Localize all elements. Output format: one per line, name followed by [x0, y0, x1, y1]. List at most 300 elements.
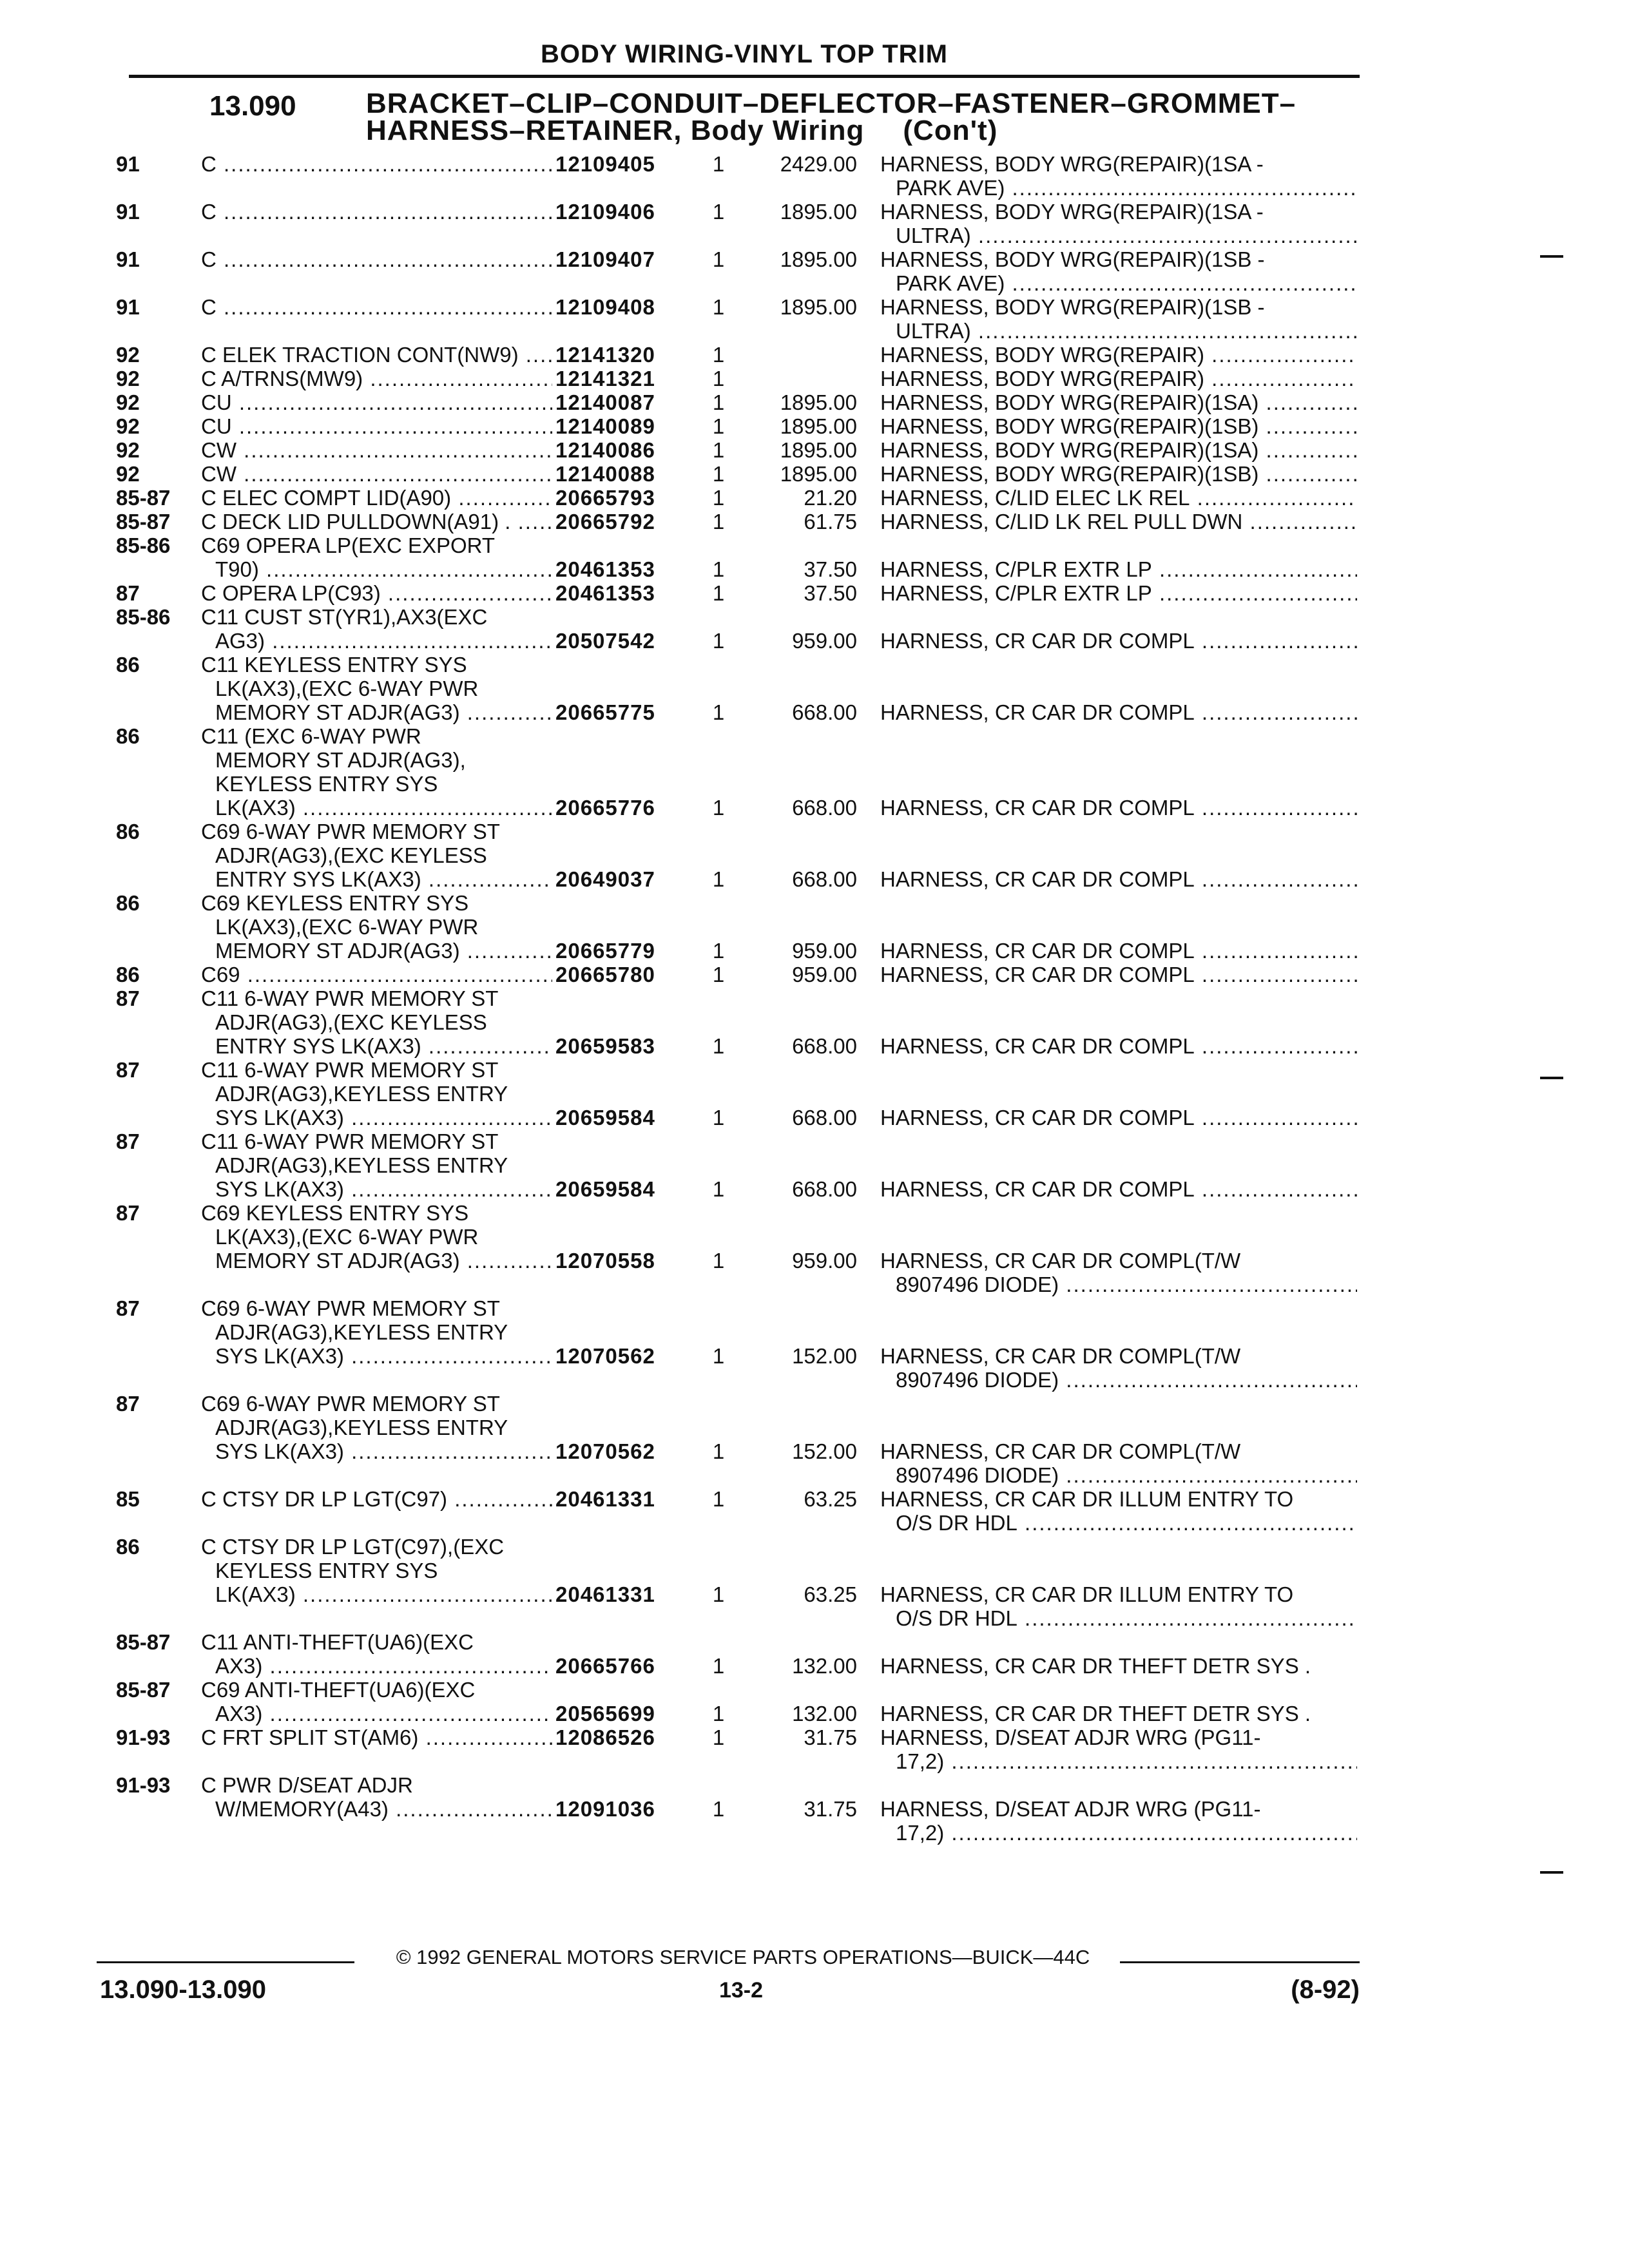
part-number: 12109408: [555, 295, 655, 319]
part-description: [880, 295, 1357, 343]
part-description-line: HARNESS, D/SEAT ADJR WRG (PG11-: [880, 1725, 1261, 1749]
model-usage: [201, 653, 552, 724]
margin-mark: [1540, 255, 1563, 258]
model-usage-line: MEMORY ST ADJR(AG3),: [215, 748, 466, 772]
part-description-line: HARNESS, BODY WRG(REPAIR)(1SA -: [880, 200, 1264, 224]
model-usage-line: C A/TRNS(MW9) .....: [201, 367, 552, 390]
price: 959.00: [792, 939, 857, 963]
model-year: 92: [116, 414, 140, 438]
part-description-line: HARNESS, CR CAR DR ILLUM ENTRY TO: [880, 1487, 1294, 1511]
price: 1895.00: [780, 200, 857, 224]
model-year: 86: [116, 891, 140, 915]
part-number: 20461331: [555, 1487, 655, 1511]
model-usage-line: C11 6-WAY PWR MEMORY ST: [201, 986, 499, 1010]
model-usage-line: SYS LK(AX3) .....: [201, 1177, 552, 1201]
part-description-line: HARNESS, CR CAR DR COMPL .....: [880, 700, 1357, 724]
model-usage-line: C CTSY DR LP LGT(C97),(EXC: [201, 1535, 505, 1559]
model-usage: [201, 1201, 552, 1273]
quantity: 1: [712, 700, 725, 724]
price: 31.75: [804, 1797, 857, 1821]
model-usage: [201, 295, 552, 319]
price: 1895.00: [780, 438, 857, 462]
part-description-line: ULTRA) .....: [880, 319, 1357, 343]
part-description: [880, 629, 1357, 653]
model-year: 91: [116, 152, 140, 176]
model-usage: [201, 438, 552, 462]
margin-mark: [1540, 1871, 1563, 1874]
part-description: [880, 200, 1357, 247]
part-description: [880, 1177, 1357, 1201]
part-number: 20461353: [555, 581, 655, 605]
price: 152.00: [792, 1344, 857, 1368]
part-description-line: HARNESS, CR CAR DR ILLUM ENTRY TO: [880, 1582, 1294, 1606]
part-description-line: HARNESS, C/LID LK REL PULL DWN .....: [880, 510, 1357, 533]
footer-date: (8-92): [1291, 1975, 1360, 2004]
part-number: 12109407: [555, 247, 655, 271]
model-usage-line: LK(AX3),(EXC 6-WAY PWR: [215, 1225, 479, 1249]
quantity: 1: [712, 1106, 725, 1129]
footer-page-number: 13-2: [718, 1978, 764, 2003]
model-usage-line: C .....: [201, 152, 552, 176]
model-usage-line: C .....: [201, 295, 552, 319]
price: 37.50: [804, 557, 857, 581]
part-number: 12086526: [555, 1725, 655, 1749]
part-description: [880, 510, 1357, 533]
header-rule: [129, 75, 1360, 78]
price: 2429.00: [780, 152, 857, 176]
part-description: [880, 390, 1357, 414]
part-description-line: HARNESS, BODY WRG(REPAIR)(1SB) .....: [880, 414, 1357, 438]
part-number: 12091036: [555, 1797, 655, 1821]
part-number: 20565699: [555, 1702, 655, 1725]
part-number: 20665776: [555, 796, 655, 820]
part-number: 20665780: [555, 963, 655, 986]
part-number: 12140087: [555, 390, 655, 414]
model-usage-line: C69 6-WAY PWR MEMORY ST: [201, 1296, 500, 1320]
model-year: 91: [116, 247, 140, 271]
part-description-line: HARNESS, C/PLR EXTR LP .....: [880, 557, 1357, 581]
quantity: 1: [712, 1582, 725, 1606]
model-year: 91: [116, 295, 140, 319]
model-usage-line: CW .....: [201, 462, 552, 486]
model-year: 92: [116, 367, 140, 390]
model-usage-line: C69 KEYLESS ENTRY SYS: [201, 1201, 469, 1225]
part-number: 20461353: [555, 557, 655, 581]
model-usage-line: ADJR(AG3),KEYLESS ENTRY: [215, 1082, 508, 1106]
part-number: 12140088: [555, 462, 655, 486]
model-usage: [201, 462, 552, 486]
model-usage: [201, 414, 552, 438]
model-usage-line: C11 ANTI-THEFT(UA6)(EXC: [201, 1630, 474, 1654]
model-usage-line: C11 6-WAY PWR MEMORY ST: [201, 1129, 499, 1153]
part-description: [880, 414, 1357, 438]
model-usage-line: LK(AX3),(EXC 6-WAY PWR: [215, 915, 479, 939]
part-description-line: HARNESS, CR CAR DR COMPL .....: [880, 1106, 1357, 1129]
model-usage-line: LK(AX3),(EXC 6-WAY PWR: [215, 677, 479, 700]
model-usage-line: ADJR(AG3),(EXC KEYLESS: [215, 843, 487, 867]
section-title-line1: BRACKET–CLIP–CONDUIT–DEFLECTOR–FASTENER–GROMMET–: [366, 88, 1296, 119]
part-description-line: PARK AVE) .....: [880, 271, 1357, 295]
price: 1895.00: [780, 295, 857, 319]
part-description-line: HARNESS, BODY WRG(REPAIR) .....: [880, 367, 1357, 390]
quantity: 1: [712, 1725, 725, 1749]
quantity: 1: [712, 295, 725, 319]
model-usage-line: CU .....: [201, 414, 552, 438]
model-usage-line: ADJR(AG3),KEYLESS ENTRY: [215, 1320, 508, 1344]
part-description-line: O/S DR HDL .....: [880, 1606, 1357, 1630]
footer-copyright: © 1992 GENERAL MOTORS SERVICE PARTS OPERATIONS—BUICK—44C: [396, 1946, 1090, 1968]
price: 668.00: [792, 1177, 857, 1201]
model-usage: [201, 152, 552, 176]
model-usage-line: C DECK LID PULLDOWN(A91) . .....: [201, 510, 552, 533]
model-year: 86: [116, 653, 140, 677]
footer-rule-left: [97, 1961, 354, 1963]
part-number: 12141320: [555, 343, 655, 367]
model-usage-line: ADJR(AG3),KEYLESS ENTRY: [215, 1416, 508, 1439]
model-year: 86: [116, 963, 140, 986]
part-description: [880, 1439, 1357, 1487]
model-usage-line: LK(AX3) .....: [201, 796, 552, 820]
model-usage: [201, 1296, 552, 1368]
model-usage-line: KEYLESS ENTRY SYS: [215, 1559, 438, 1582]
quantity: 1: [712, 963, 725, 986]
part-number: 20659584: [555, 1177, 655, 1201]
part-number: 20649037: [555, 867, 655, 891]
model-year: 85-87: [116, 1678, 171, 1702]
model-usage-line: AX3) .....: [201, 1654, 552, 1678]
model-usage-line: C11 KEYLESS ENTRY SYS: [201, 653, 467, 677]
model-usage-line: C69 6-WAY PWR MEMORY ST: [201, 1392, 500, 1416]
price: 668.00: [792, 1106, 857, 1129]
model-year: 85-86: [116, 533, 171, 557]
part-description: [880, 963, 1357, 986]
model-usage: [201, 1630, 552, 1678]
part-description-line: PARK AVE) .....: [880, 176, 1357, 200]
price: 31.75: [804, 1725, 857, 1749]
part-description: [880, 1702, 1357, 1725]
page-header: BODY WIRING-VINYL TOP TRIM: [541, 40, 948, 68]
model-year: 92: [116, 462, 140, 486]
model-usage: [201, 1487, 552, 1511]
quantity: 1: [712, 486, 725, 510]
model-usage: [201, 486, 552, 510]
part-description-line: 8907496 DIODE) .....: [880, 1368, 1357, 1392]
quantity: 1: [712, 343, 725, 367]
part-description-line: HARNESS, BODY WRG(REPAIR)(1SB -: [880, 247, 1265, 271]
model-usage-line: ADJR(AG3),KEYLESS ENTRY: [215, 1153, 508, 1177]
part-description: [880, 152, 1357, 200]
section-title-line2: HARNESS–RETAINER, Body Wiring: [366, 115, 865, 146]
model-usage-line: C FRT SPLIT ST(AM6) .....: [201, 1725, 552, 1749]
quantity: 1: [712, 1702, 725, 1725]
footer-range: 13.090-13.090: [100, 1975, 267, 2004]
part-number: 20665775: [555, 700, 655, 724]
price: 959.00: [792, 963, 857, 986]
model-usage: [201, 891, 552, 963]
model-usage-line: CU .....: [201, 390, 552, 414]
part-description: [880, 796, 1357, 820]
price: 37.50: [804, 581, 857, 605]
part-description: [880, 1797, 1357, 1845]
price: 132.00: [792, 1654, 857, 1678]
model-usage: [201, 820, 552, 891]
model-year: 87: [116, 1058, 140, 1082]
model-usage: [201, 1535, 552, 1606]
price: 668.00: [792, 700, 857, 724]
model-usage: [201, 533, 552, 581]
part-description: [880, 700, 1357, 724]
quantity: 1: [712, 367, 725, 390]
part-description-line: HARNESS, BODY WRG(REPAIR)(1SA -: [880, 152, 1264, 176]
part-number: 20461331: [555, 1582, 655, 1606]
model-year: 92: [116, 343, 140, 367]
part-number: 20665766: [555, 1654, 655, 1678]
part-number: 12070562: [555, 1439, 655, 1463]
part-number: 20665792: [555, 510, 655, 533]
model-year: 87: [116, 1129, 140, 1153]
part-number: 20659583: [555, 1034, 655, 1058]
model-usage-line: C69 ANTI-THEFT(UA6)(EXC: [201, 1678, 476, 1702]
model-year: 91-93: [116, 1725, 171, 1749]
model-usage: [201, 581, 552, 605]
part-description-line: HARNESS, CR CAR DR THEFT DETR SYS .: [880, 1654, 1311, 1678]
model-usage: [201, 986, 552, 1058]
part-description: [880, 247, 1357, 295]
part-description-line: HARNESS, BODY WRG(REPAIR)(1SB -: [880, 295, 1265, 319]
part-description-line: HARNESS, CR CAR DR COMPL .....: [880, 963, 1357, 986]
part-description-line: HARNESS, CR CAR DR COMPL .....: [880, 1034, 1357, 1058]
part-description: [880, 438, 1357, 462]
part-number: 12070558: [555, 1249, 655, 1273]
model-year: 85: [116, 1487, 140, 1511]
model-usage-line: ENTRY SYS LK(AX3) .....: [201, 1034, 552, 1058]
price: 63.25: [804, 1582, 857, 1606]
part-description-line: HARNESS, C/LID ELEC LK REL .....: [880, 486, 1357, 510]
model-usage-line: LK(AX3) .....: [201, 1582, 552, 1606]
part-number: 12109406: [555, 200, 655, 224]
model-usage-line: C69 KEYLESS ENTRY SYS: [201, 891, 469, 915]
model-usage-line: ADJR(AG3),(EXC KEYLESS: [215, 1010, 487, 1034]
model-year: 91: [116, 200, 140, 224]
part-description: [880, 1344, 1357, 1392]
quantity: 1: [712, 581, 725, 605]
part-number: 20659584: [555, 1106, 655, 1129]
price: 1895.00: [780, 462, 857, 486]
model-usage-line: T90) .....: [201, 557, 552, 581]
quantity: 1: [712, 1797, 725, 1821]
part-description-line: ULTRA) .....: [880, 224, 1357, 247]
price: 1895.00: [780, 414, 857, 438]
part-description-line: HARNESS, D/SEAT ADJR WRG (PG11-: [880, 1797, 1261, 1821]
quantity: 1: [712, 510, 725, 533]
model-usage: [201, 200, 552, 224]
model-usage: [201, 343, 552, 367]
quantity: 1: [712, 867, 725, 891]
part-description-line: O/S DR HDL .....: [880, 1511, 1357, 1535]
model-usage: [201, 1678, 552, 1725]
part-number: 12109405: [555, 152, 655, 176]
part-number: 12070562: [555, 1344, 655, 1368]
quantity: 1: [712, 629, 725, 653]
part-description: [880, 1106, 1357, 1129]
part-description-line: HARNESS, CR CAR DR COMPL(T/W: [880, 1439, 1241, 1463]
model-year: 85-87: [116, 510, 171, 533]
price: 21.20: [804, 486, 857, 510]
model-usage-line: MEMORY ST ADJR(AG3) .....: [201, 700, 552, 724]
model-year: 86: [116, 820, 140, 843]
quantity: 1: [712, 1654, 725, 1678]
model-usage-line: C .....: [201, 247, 552, 271]
part-description: [880, 1249, 1357, 1296]
quantity: 1: [712, 390, 725, 414]
quantity: 1: [712, 200, 725, 224]
model-usage: [201, 367, 552, 390]
model-usage-line: C11 CUST ST(YR1),AX3(EXC: [201, 605, 488, 629]
model-usage-line: SYS LK(AX3) .....: [201, 1344, 552, 1368]
quantity: 1: [712, 414, 725, 438]
model-year: 86: [116, 724, 140, 748]
part-description-line: 17,2) .....: [880, 1749, 1357, 1773]
part-description-line: HARNESS, C/PLR EXTR LP .....: [880, 581, 1357, 605]
model-usage-line: MEMORY ST ADJR(AG3) .....: [201, 1249, 552, 1273]
part-description-line: HARNESS, CR CAR DR COMPL(T/W: [880, 1344, 1241, 1368]
model-usage: [201, 963, 552, 986]
margin-mark: [1540, 1077, 1563, 1079]
model-usage: [201, 247, 552, 271]
part-number: 12141321: [555, 367, 655, 390]
part-number: 20665793: [555, 486, 655, 510]
model-usage-line: W/MEMORY(A43) .....: [201, 1797, 552, 1821]
price: 1895.00: [780, 390, 857, 414]
part-description: [880, 486, 1357, 510]
part-description: [880, 367, 1357, 390]
part-description: [880, 939, 1357, 963]
model-usage-line: SYS LK(AX3) .....: [201, 1106, 552, 1129]
model-year: 85-87: [116, 1630, 171, 1654]
model-usage-line: C PWR D/SEAT ADJR: [201, 1773, 413, 1797]
model-usage-line: SYS LK(AX3) .....: [201, 1439, 552, 1463]
part-description: [880, 1582, 1357, 1630]
quantity: 1: [712, 939, 725, 963]
section-title-line2-wrap: [366, 117, 1296, 144]
quantity: 1: [712, 1487, 725, 1511]
model-year: 87: [116, 581, 140, 605]
model-usage-line: C11 (EXC 6-WAY PWR: [201, 724, 421, 748]
model-year: 87: [116, 986, 140, 1010]
model-usage-line: KEYLESS ENTRY SYS: [215, 772, 438, 796]
quantity: 1: [712, 247, 725, 271]
part-description-line: HARNESS, BODY WRG(REPAIR)(1SA) .....: [880, 390, 1357, 414]
part-description-line: HARNESS, CR CAR DR COMPL .....: [880, 867, 1357, 891]
part-description-line: 17,2) .....: [880, 1821, 1357, 1845]
model-year: 85-86: [116, 605, 171, 629]
part-description-line: HARNESS, CR CAR DR COMPL .....: [880, 629, 1357, 653]
part-description: [880, 343, 1357, 367]
part-description-line: HARNESS, CR CAR DR COMPL .....: [880, 939, 1357, 963]
part-description-line: HARNESS, BODY WRG(REPAIR) .....: [880, 343, 1357, 367]
quantity: 1: [712, 152, 725, 176]
model-year: 87: [116, 1392, 140, 1416]
part-description: [880, 1034, 1357, 1058]
quantity: 1: [712, 1034, 725, 1058]
model-usage-line: C ELEC COMPT LID(A90) .....: [201, 486, 552, 510]
model-usage-line: C69 .....: [201, 963, 552, 986]
part-description-line: HARNESS, CR CAR DR COMPL .....: [880, 1177, 1357, 1201]
model-usage-line: AX3) .....: [201, 1702, 552, 1725]
quantity: 1: [712, 1249, 725, 1273]
part-description: [880, 1654, 1357, 1678]
part-number: 12140086: [555, 438, 655, 462]
model-usage-line: ENTRY SYS LK(AX3) .....: [201, 867, 552, 891]
model-usage-line: C11 6-WAY PWR MEMORY ST: [201, 1058, 499, 1082]
part-description-line: HARNESS, CR CAR DR THEFT DETR SYS .: [880, 1702, 1311, 1725]
quantity: 1: [712, 1439, 725, 1463]
quantity: 1: [712, 438, 725, 462]
part-description-line: HARNESS, CR CAR DR COMPL .....: [880, 796, 1357, 820]
part-number: 20665779: [555, 939, 655, 963]
part-description: [880, 1487, 1357, 1535]
part-description-line: 8907496 DIODE) .....: [880, 1273, 1357, 1296]
quantity: 1: [712, 796, 725, 820]
model-year: 91-93: [116, 1773, 171, 1797]
model-usage: [201, 1129, 552, 1201]
model-usage-line: C ELEK TRACTION CONT(NW9) .....: [201, 343, 552, 367]
model-year: 86: [116, 1535, 140, 1559]
model-usage-line: C69 6-WAY PWR MEMORY ST: [201, 820, 500, 843]
part-description-line: HARNESS, BODY WRG(REPAIR)(1SA) .....: [880, 438, 1357, 462]
price: 61.75: [804, 510, 857, 533]
price: 668.00: [792, 1034, 857, 1058]
part-description: [880, 581, 1357, 605]
model-year: 85-87: [116, 486, 171, 510]
price: 959.00: [792, 629, 857, 653]
model-usage-line: C OPERA LP(C93) .....: [201, 581, 552, 605]
part-description: [880, 462, 1357, 486]
part-description: [880, 557, 1357, 581]
model-usage: [201, 1773, 552, 1821]
part-description: [880, 867, 1357, 891]
model-year: 87: [116, 1296, 140, 1320]
quantity: 1: [712, 462, 725, 486]
model-usage: [201, 724, 552, 820]
model-year: 92: [116, 390, 140, 414]
price: 63.25: [804, 1487, 857, 1511]
continued-label: (Con't): [903, 115, 998, 146]
model-usage: [201, 1058, 552, 1129]
model-year: 92: [116, 438, 140, 462]
model-usage: [201, 1392, 552, 1463]
price: 959.00: [792, 1249, 857, 1273]
section-number: 13.090: [209, 90, 296, 122]
part-description-line: HARNESS, CR CAR DR COMPL(T/W: [880, 1249, 1241, 1273]
footer-rule-right: [1120, 1961, 1360, 1963]
model-usage: [201, 1725, 552, 1749]
model-usage: [201, 390, 552, 414]
part-description: [880, 1725, 1357, 1773]
price: 668.00: [792, 867, 857, 891]
section-title: [366, 90, 1296, 144]
model-usage-line: CW .....: [201, 438, 552, 462]
model-usage-line: C69 OPERA LP(EXC EXPORT: [201, 533, 496, 557]
price: 1895.00: [780, 247, 857, 271]
model-usage-line: C .....: [201, 200, 552, 224]
part-number: 20507542: [555, 629, 655, 653]
part-description-line: HARNESS, BODY WRG(REPAIR)(1SB) .....: [880, 462, 1357, 486]
model-usage: [201, 605, 552, 653]
part-number: 12140089: [555, 414, 655, 438]
quantity: 1: [712, 1177, 725, 1201]
model-usage-line: C CTSY DR LP LGT(C97) .....: [201, 1487, 552, 1511]
